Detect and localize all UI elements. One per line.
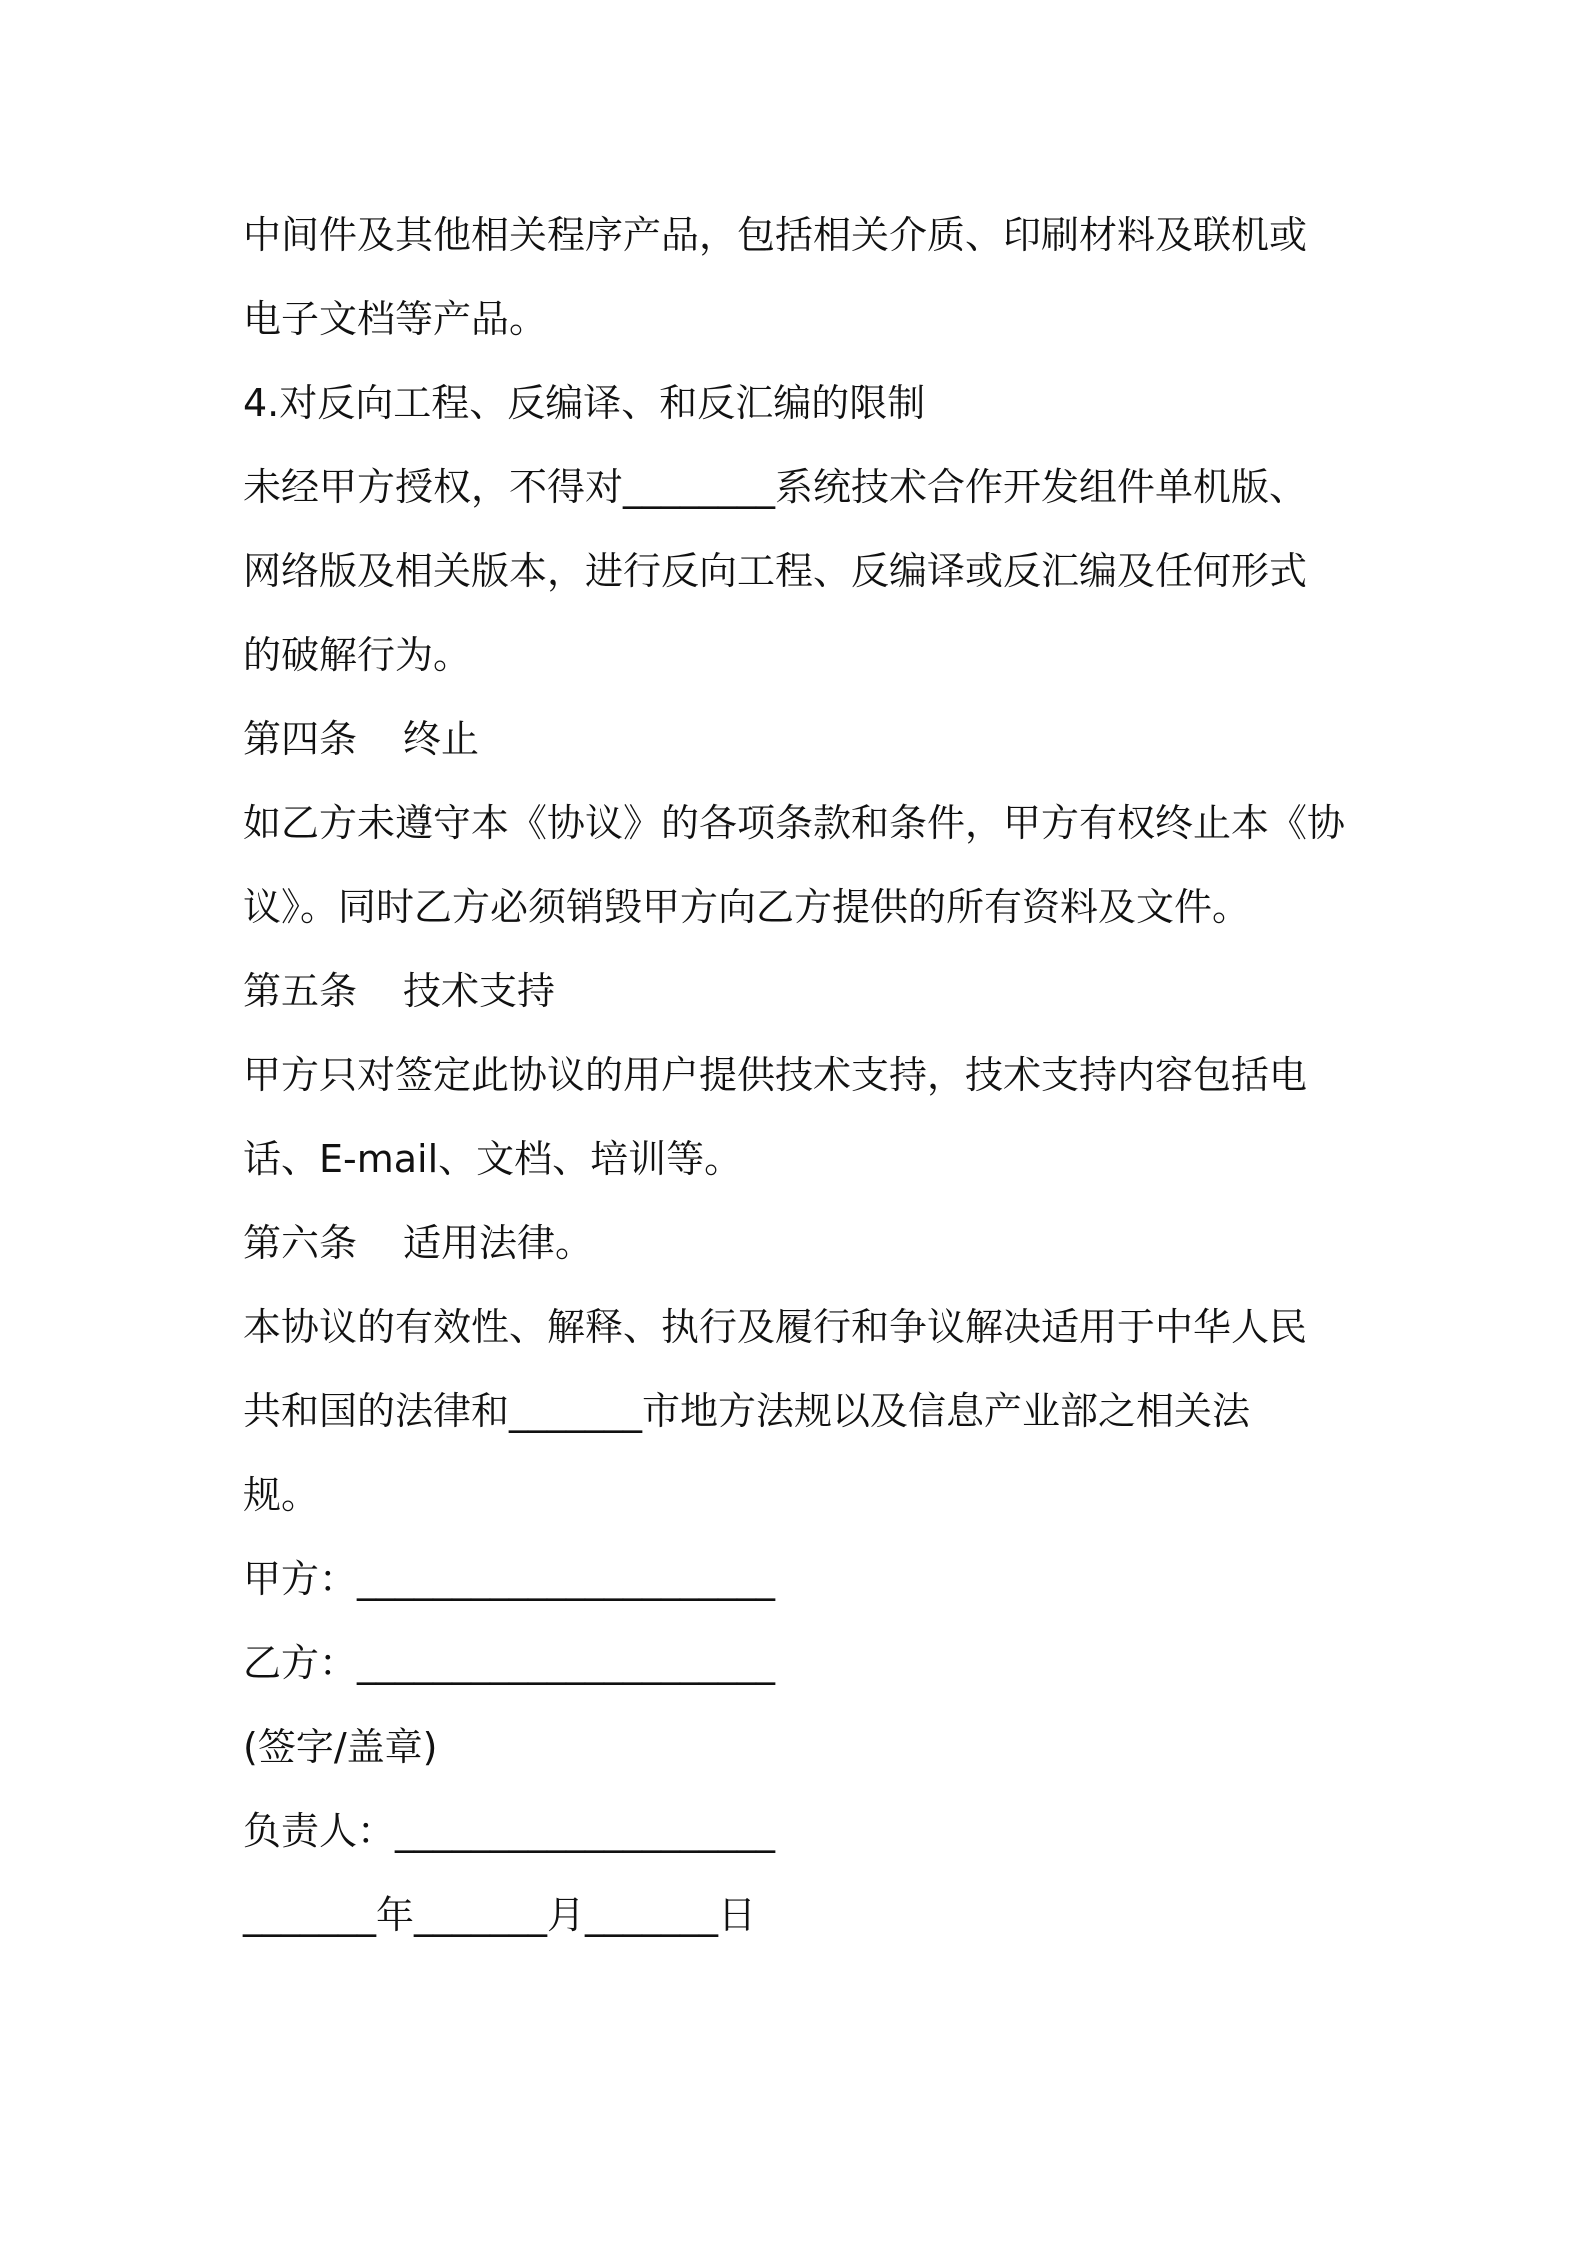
body-line-4: 网络版及相关版本，进行反向工程、反编译或反汇编及任何形式 xyxy=(243,549,1308,593)
body-line-2: 电子文档等产品。 xyxy=(243,297,548,341)
date-line: _______年_______月_______日 xyxy=(243,1893,757,1937)
body-line-1: 中间件及其他相关程序产品，包括相关介质、印刷材料及联机或 xyxy=(243,213,1308,257)
responsible-person-line: 负责人：____________________ xyxy=(243,1809,776,1853)
article-4-heading xyxy=(243,697,1373,781)
article-6-number: 第六条 xyxy=(243,1221,358,1265)
party-a-signature-line: 甲方：______________________ xyxy=(243,1557,776,1601)
document-body xyxy=(243,193,1373,1957)
body-line-5: 的破解行为。 xyxy=(243,633,472,677)
article-6-heading xyxy=(243,1201,1373,1285)
article-5-title: 技术支持 xyxy=(403,969,556,1013)
body-line-8: 甲方只对签定此协议的用户提供技术支持，技术支持内容包括电 xyxy=(243,1053,1308,1097)
party-b-signature-line: 乙方：______________________ xyxy=(243,1641,776,1685)
body-line-11: 共和国的法律和_______市地方法规以及信息产业部之相关法 xyxy=(243,1389,1251,1433)
body-line-9: 话、E-mail、文档、培训等。 xyxy=(243,1137,743,1181)
article-5-number: 第五条 xyxy=(243,969,358,1013)
body-line-6: 如乙方未遵守本《协议》的各项条款和条件，甲方有权终止本《协 xyxy=(243,801,1346,845)
seal-note: (签字/盖章) xyxy=(243,1725,438,1769)
article-6-title: 适用法律。 xyxy=(403,1221,594,1265)
body-line-7: 议》。同时乙方必须销毁甲方向乙方提供的所有资料及文件。 xyxy=(243,885,1251,929)
article-4-number: 第四条 xyxy=(243,717,358,761)
clause-heading-4: 4.对反向工程、反编译、和反汇编的限制 xyxy=(243,381,926,425)
article-5-heading xyxy=(243,949,1373,1033)
article-4-title: 终止 xyxy=(403,717,480,761)
body-line-10: 本协议的有效性、解释、执行及履行和争议解决适用于中华人民 xyxy=(243,1305,1308,1349)
body-line-12: 规。 xyxy=(243,1473,320,1517)
body-line-3: 未经甲方授权，不得对________系统技术合作开发组件单机版、 xyxy=(243,465,1308,509)
